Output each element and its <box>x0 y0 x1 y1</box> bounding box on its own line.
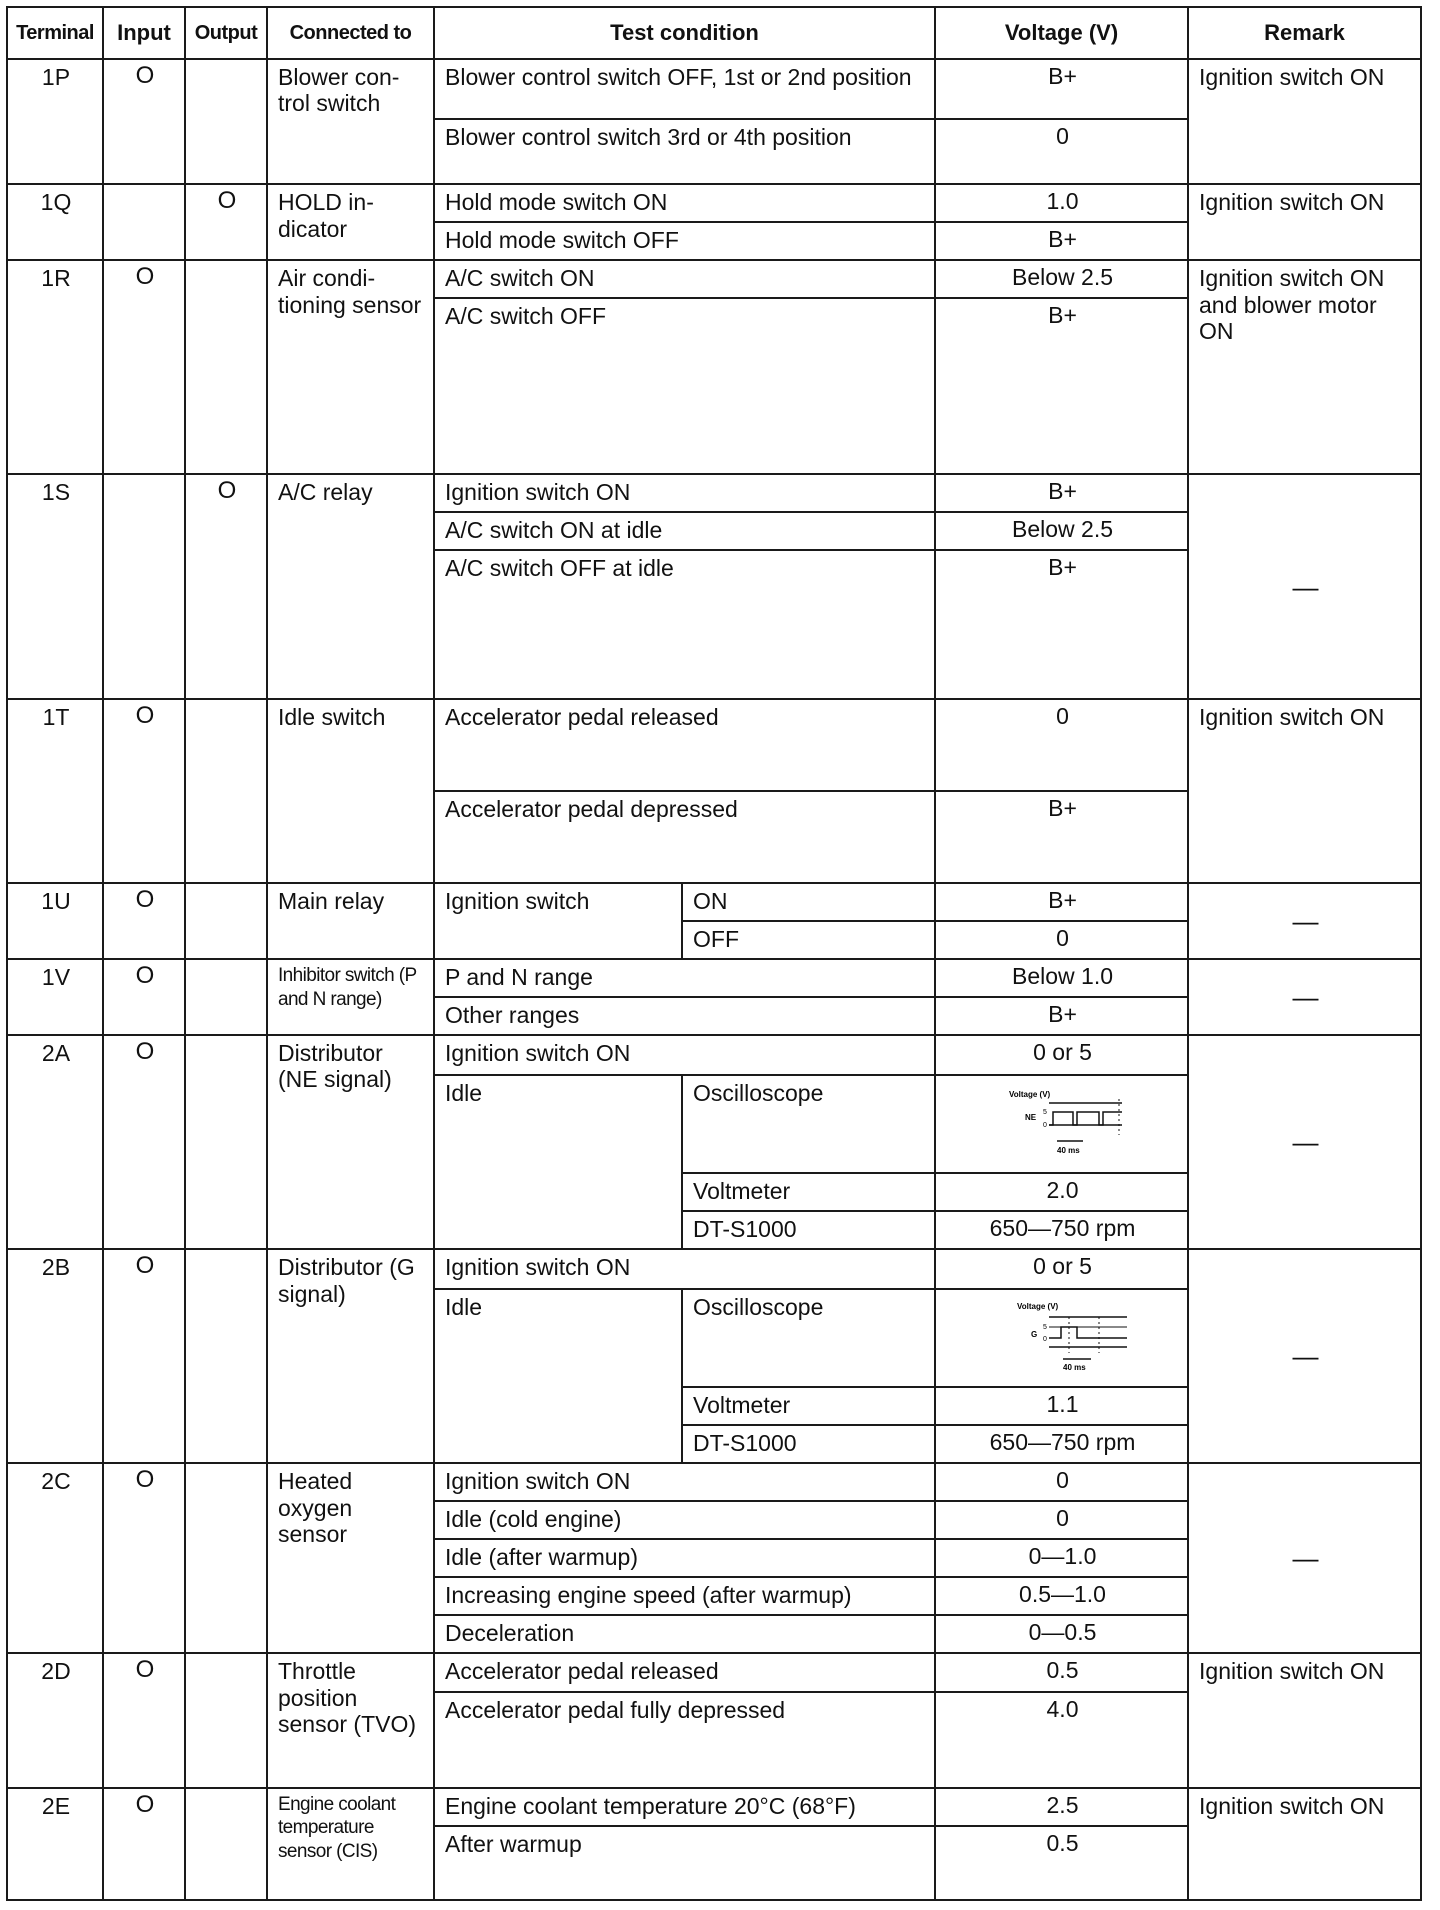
voltage-value: Below 1.0 <box>935 959 1188 997</box>
remark: Ignition switch ON <box>1188 59 1421 184</box>
terminal-1s: 1S <box>7 474 103 698</box>
input-mark: O <box>103 260 185 474</box>
table-row <box>7 260 1421 298</box>
sub-condition: Oscilloscope <box>682 1289 935 1387</box>
scope-period-label: 40 ms <box>1062 1363 1086 1373</box>
header-connected-to: Connected to <box>267 7 434 59</box>
test-condition: A/C switch ON at idle <box>434 512 935 550</box>
scope-ylabel: Voltage (V) <box>1008 1090 1050 1100</box>
voltage-value: 1.1 <box>935 1387 1188 1425</box>
header-voltage: Voltage (V) <box>935 7 1188 59</box>
sub-condition: Oscilloscope <box>682 1075 935 1173</box>
voltage-value: B+ <box>935 550 1188 698</box>
connected-to: Main relay <box>267 883 434 959</box>
input-mark: O <box>103 59 185 184</box>
ne-pulse-trace <box>1049 1112 1122 1125</box>
header-input: Input <box>103 7 185 59</box>
voltage-value: B+ <box>935 59 1188 119</box>
table-row <box>7 59 1421 119</box>
terminal-1p: 1P <box>7 59 103 184</box>
test-condition: Deceleration <box>434 1615 935 1653</box>
test-condition: Blower control switch 3rd or 4th position <box>434 119 935 184</box>
voltage-value: 0—1.0 <box>935 1539 1188 1577</box>
ne-waveform-svg <box>987 1083 1137 1165</box>
voltage-value: 4.0 <box>935 1692 1188 1788</box>
voltage-value: 0—0.5 <box>935 1615 1188 1653</box>
test-condition: Increasing engine speed (after warmup) <box>434 1577 935 1615</box>
header-output: Output <box>185 7 267 59</box>
voltage-value: B+ <box>935 883 1188 921</box>
connected-to: Blower con- trol switch <box>267 59 434 184</box>
output-cell <box>185 959 267 1035</box>
input-mark: O <box>103 699 185 883</box>
test-condition: Accelerator pedal depressed <box>434 791 935 883</box>
output-cell <box>185 1249 267 1463</box>
g-signal-waveform <box>935 1289 1188 1387</box>
test-condition: Ignition switch ON <box>434 1035 935 1075</box>
terminal-2b: 2B <box>7 1249 103 1463</box>
test-condition: Blower control switch OFF, 1st or 2nd position <box>434 59 935 119</box>
remark: Ignition switch ON and blower motor ON <box>1188 260 1421 474</box>
input-mark: O <box>103 1249 185 1463</box>
connected-to: Throttle position sensor (TVO) <box>267 1653 434 1787</box>
output-cell <box>185 1463 267 1653</box>
remark: Ignition switch ON <box>1188 184 1421 260</box>
voltage-value: 0 <box>935 699 1188 791</box>
connected-to: A/C relay <box>267 474 434 698</box>
g-pulse-trace <box>1049 1327 1127 1338</box>
input-mark: O <box>103 1788 185 1900</box>
terminal-voltage-table <box>6 6 1422 1901</box>
voltage-value: 0 or 5 <box>935 1249 1188 1289</box>
voltage-value: 2.0 <box>935 1173 1188 1211</box>
table-row <box>7 1249 1421 1289</box>
voltage-value: B+ <box>935 791 1188 883</box>
test-condition: Idle <box>434 1289 682 1463</box>
voltage-value: B+ <box>935 298 1188 474</box>
sub-condition: ON <box>682 883 935 921</box>
input-mark: O <box>103 1035 185 1249</box>
test-condition: Ignition switch ON <box>434 474 935 512</box>
remark: Ignition switch ON <box>1188 699 1421 883</box>
input-mark: O <box>103 1653 185 1787</box>
test-condition: Ignition switch ON <box>434 1463 935 1501</box>
scope-low-label: 0 <box>1042 1122 1047 1130</box>
connected-to: Distributor (G signal) <box>267 1249 434 1463</box>
sub-condition: OFF <box>682 921 935 959</box>
remark-none: — <box>1188 1035 1421 1249</box>
header-test-condition: Test condition <box>434 7 935 59</box>
sub-condition: DT-S1000 <box>682 1425 935 1463</box>
test-condition: Idle (after warmup) <box>434 1539 935 1577</box>
output-cell <box>185 1035 267 1249</box>
terminal-1t: 1T <box>7 699 103 883</box>
connected-to: Engine coolant temperature sensor (CIS) <box>267 1788 434 1900</box>
voltage-value: 0.5 <box>935 1653 1188 1691</box>
connected-to: Heated oxygen sensor <box>267 1463 434 1653</box>
table-row <box>7 1788 1421 1826</box>
test-condition: A/C switch ON <box>434 260 935 298</box>
input-mark: O <box>103 1463 185 1653</box>
voltage-value: Below 2.5 <box>935 260 1188 298</box>
ne-signal-waveform <box>935 1075 1188 1173</box>
table-row <box>7 959 1421 997</box>
voltage-value: 0.5—1.0 <box>935 1577 1188 1615</box>
voltage-value: 0.5 <box>935 1826 1188 1900</box>
remark: Ignition switch ON <box>1188 1653 1421 1787</box>
output-cell <box>185 883 267 959</box>
test-condition: Idle <box>434 1075 682 1249</box>
terminal-1u: 1U <box>7 883 103 959</box>
voltage-value: 2.5 <box>935 1788 1188 1826</box>
test-condition: Hold mode switch OFF <box>434 222 935 260</box>
g-waveform-svg <box>987 1297 1137 1379</box>
connected-to: Distributor (NE signal) <box>267 1035 434 1249</box>
voltage-value: 0 or 5 <box>935 1035 1188 1075</box>
test-condition: A/C switch OFF at idle <box>434 550 935 698</box>
voltage-value: 650—750 rpm <box>935 1211 1188 1249</box>
terminal-1q: 1Q <box>7 184 103 260</box>
voltage-value: B+ <box>935 222 1188 260</box>
test-condition: Other ranges <box>434 997 935 1035</box>
input-mark: O <box>103 883 185 959</box>
test-condition: Idle (cold engine) <box>434 1501 935 1539</box>
sub-condition: Voltmeter <box>682 1387 935 1425</box>
scope-ylabel: Voltage (V) <box>1016 1302 1058 1312</box>
terminal-2a: 2A <box>7 1035 103 1249</box>
terminal-2d: 2D <box>7 1653 103 1787</box>
test-condition: Hold mode switch ON <box>434 184 935 222</box>
test-condition: Accelerator pedal fully depressed <box>434 1692 935 1788</box>
scope-high-label: 5 <box>1042 1324 1047 1332</box>
table-row <box>7 1463 1421 1501</box>
table-row <box>7 883 1421 921</box>
remark-none: — <box>1188 1463 1421 1653</box>
test-condition: Accelerator pedal released <box>434 1653 935 1691</box>
remark-none: — <box>1188 1249 1421 1463</box>
input-cell <box>103 474 185 698</box>
output-cell <box>185 260 267 474</box>
connected-to: HOLD in- dicator <box>267 184 434 260</box>
table-row <box>7 474 1421 512</box>
output-cell <box>185 1653 267 1787</box>
test-condition: Engine coolant temperature 20°C (68°F) <box>434 1788 935 1826</box>
table-row <box>7 184 1421 222</box>
test-condition: P and N range <box>434 959 935 997</box>
scope-signal-label: NE <box>1024 1113 1036 1123</box>
input-mark: O <box>103 959 185 1035</box>
scope-high-label: 5 <box>1042 1109 1047 1117</box>
table-row <box>7 1035 1421 1075</box>
test-condition: After warmup <box>434 1826 935 1900</box>
output-cell <box>185 1788 267 1900</box>
terminal-voltage-spec-sheet <box>6 6 1420 1901</box>
voltage-value: 0 <box>935 1501 1188 1539</box>
scope-signal-label: G <box>1030 1330 1037 1340</box>
remark-none: — <box>1188 959 1421 1035</box>
output-mark: O <box>185 184 267 260</box>
test-condition: Accelerator pedal released <box>434 699 935 791</box>
scope-period-label: 40 ms <box>1056 1146 1080 1156</box>
terminal-1r: 1R <box>7 260 103 474</box>
header-remark: Remark <box>1188 7 1421 59</box>
table-row <box>7 1653 1421 1691</box>
table-row <box>7 699 1421 791</box>
remark-none: — <box>1188 883 1421 959</box>
output-mark: O <box>185 474 267 698</box>
sub-condition: Voltmeter <box>682 1173 935 1211</box>
voltage-value: Below 2.5 <box>935 512 1188 550</box>
output-cell <box>185 699 267 883</box>
voltage-value: 0 <box>935 119 1188 184</box>
voltage-value: 0 <box>935 921 1188 959</box>
test-condition: Ignition switch ON <box>434 1249 935 1289</box>
connected-to: Idle switch <box>267 699 434 883</box>
header-row <box>7 7 1421 59</box>
header-terminal: Terminal <box>7 7 103 59</box>
voltage-value: B+ <box>935 997 1188 1035</box>
voltage-value: B+ <box>935 474 1188 512</box>
scope-low-label: 0 <box>1042 1336 1047 1344</box>
output-cell <box>185 59 267 184</box>
voltage-value: 1.0 <box>935 184 1188 222</box>
input-cell <box>103 184 185 260</box>
connected-to: Air condi- tioning sensor <box>267 260 434 474</box>
voltage-value: 650—750 rpm <box>935 1425 1188 1463</box>
terminal-1v: 1V <box>7 959 103 1035</box>
test-condition: A/C switch OFF <box>434 298 935 474</box>
terminal-2e: 2E <box>7 1788 103 1900</box>
sub-condition: DT-S1000 <box>682 1211 935 1249</box>
remark: Ignition switch ON <box>1188 1788 1421 1900</box>
terminal-2c: 2C <box>7 1463 103 1653</box>
connected-to: Inhibitor switch (P and N range) <box>267 959 434 1035</box>
test-condition: Ignition switch <box>434 883 682 959</box>
remark-none: — <box>1188 474 1421 698</box>
voltage-value: 0 <box>935 1463 1188 1501</box>
